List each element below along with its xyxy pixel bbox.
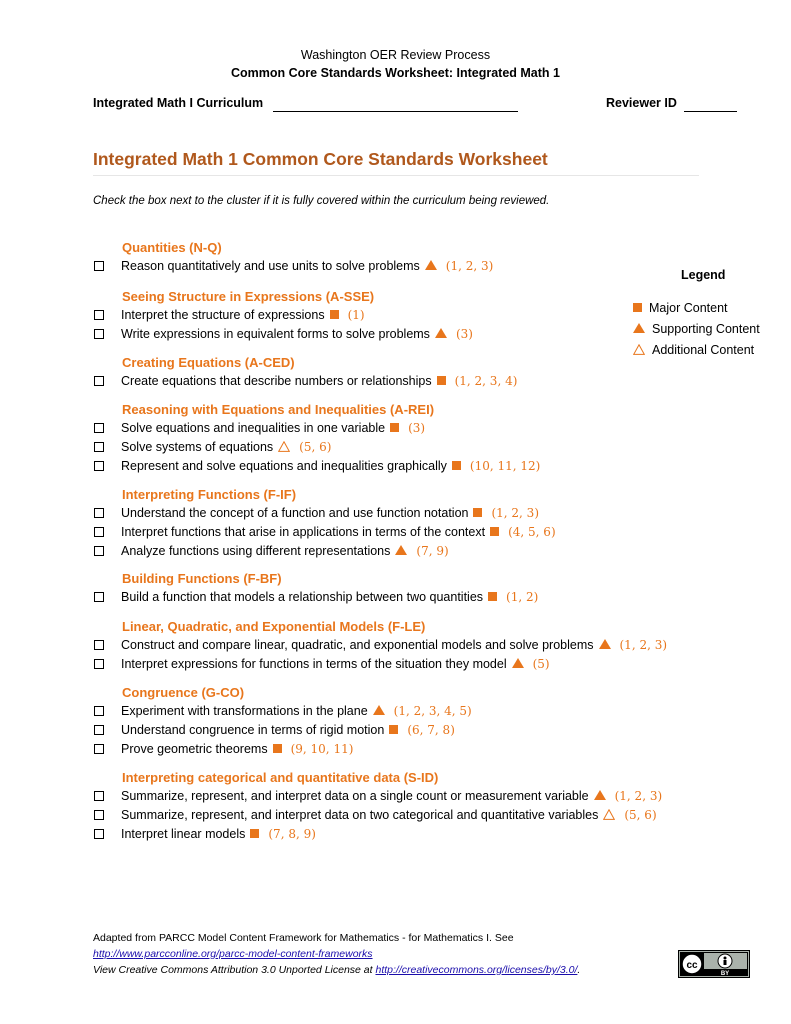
standard-text: Interpret expressions for functions in terms of the situation they model: [121, 657, 507, 671]
standard-text: Build a function that models a relationship between two quantities: [121, 590, 484, 604]
standard-checkbox[interactable]: [94, 423, 104, 433]
standard-checkbox[interactable]: [94, 461, 104, 471]
standard-text: Analyze functions using different representations: [121, 544, 391, 558]
reviewer-label: Reviewer ID: [606, 96, 677, 110]
standard-numbers: (7, 8, 9): [268, 827, 316, 841]
standard-row: [94, 420, 425, 436]
standard-numbers: (1, 2, 3, 4): [454, 374, 518, 388]
standard-numbers: (1): [347, 308, 365, 322]
square-icon: [633, 303, 642, 312]
standard-row: [94, 589, 538, 605]
standard-row: [94, 307, 365, 323]
legend-label: Additional Content: [652, 343, 755, 357]
standard-text: Prove geometric theorems: [121, 742, 268, 756]
standard-checkbox[interactable]: [94, 744, 104, 754]
standard-numbers: (1, 2): [506, 590, 539, 604]
standard-row: [94, 741, 353, 757]
cluster-title: Quantities (N-Q): [122, 240, 222, 255]
square-icon: [273, 744, 282, 753]
square-icon: [250, 829, 259, 838]
standard-checkbox[interactable]: [94, 659, 104, 669]
square-icon: [490, 527, 499, 536]
standard-numbers: (1, 2, 3): [491, 506, 539, 520]
standard-row: [94, 458, 540, 474]
standard-checkbox[interactable]: [94, 261, 104, 271]
standard-row: [94, 703, 472, 719]
standard-checkbox[interactable]: [94, 706, 104, 716]
standard-text: Write expressions in equivalent forms to solve problems: [121, 327, 430, 341]
cluster-title: Reasoning with Equations and Inequalities (A-REI): [122, 402, 435, 417]
triangle-icon: [373, 705, 385, 715]
reviewer-id-field[interactable]: [684, 111, 737, 112]
triangle-icon: [633, 323, 645, 333]
square-icon: [473, 508, 482, 517]
square-icon: [389, 725, 398, 734]
standard-numbers: (3): [455, 327, 473, 341]
standard-numbers: (5, 6): [624, 808, 657, 822]
cluster-title: Interpreting categorical and quantitative data (S-ID): [122, 770, 439, 785]
cluster-title: Interpreting Functions (F-IF): [122, 487, 297, 502]
license-suffix: .: [577, 964, 581, 976]
standard-text: Solve equations and inequalities in one variable: [121, 421, 386, 435]
standard-text: Create equations that describe numbers or relationships: [121, 374, 432, 388]
standard-row: [94, 258, 493, 274]
curriculum-field[interactable]: [273, 111, 518, 112]
standard-text: Construct and compare linear, quadratic, and exponential models and solve problems: [121, 638, 594, 652]
standard-row: [94, 543, 449, 559]
standard-text: Interpret the structure of expressions: [121, 308, 325, 322]
standard-numbers: (1, 2, 3): [619, 638, 668, 652]
triangle-icon: [594, 790, 606, 800]
cluster-title: Creating Equations (A-CED): [122, 355, 295, 370]
legend-label: Major Content: [649, 301, 728, 315]
standard-text: Summarize, represent, and interpret data on two categorical and quantitative variables: [121, 808, 599, 822]
cc-by-badge: [678, 950, 750, 978]
standard-checkbox[interactable]: [94, 791, 104, 801]
cluster-title: Building Functions (F-BF): [122, 571, 282, 586]
standard-checkbox[interactable]: [94, 508, 104, 518]
cc-license-link[interactable]: http://creativecommons.org/licenses/by/3.0/: [375, 964, 578, 976]
standard-numbers: (7, 9): [416, 544, 449, 558]
square-icon: [437, 376, 446, 385]
triangle-icon: [425, 260, 437, 270]
standard-checkbox[interactable]: [94, 329, 104, 339]
page-title: Integrated Math 1 Common Core Standards Worksheet: [93, 149, 548, 169]
square-icon: [330, 310, 339, 319]
square-icon: [488, 592, 497, 601]
parcc-link[interactable]: http://www.parcconline.org/parcc-model-content-frameworks: [93, 948, 373, 960]
triangle-icon: [435, 328, 447, 338]
square-icon: [452, 461, 461, 470]
header-line-2: Common Core Standards Worksheet: Integrated Math 1: [231, 66, 560, 80]
standard-checkbox[interactable]: [94, 546, 104, 556]
square-icon: [390, 423, 399, 432]
triangle-outline-icon: [278, 441, 290, 452]
standard-text: Understand the concept of a function and use function notation: [121, 506, 469, 520]
footer-link-parcc[interactable]: [93, 948, 373, 960]
standard-checkbox[interactable]: [94, 442, 104, 452]
instructions: Check the box next to the cluster if it is fully covered within the curriculum being reviewed.: [93, 195, 550, 207]
standard-row: [94, 439, 331, 455]
legend-item-major: [633, 301, 728, 315]
cluster-title: Linear, Quadratic, and Exponential Models (F-LE): [122, 619, 426, 634]
curriculum-label: Integrated Math I Curriculum: [93, 96, 264, 110]
footer-license-line: [93, 964, 580, 976]
standard-checkbox[interactable]: [94, 725, 104, 735]
standard-row: [94, 373, 517, 389]
standard-row: [94, 788, 662, 804]
legend-item-supporting: [633, 322, 760, 336]
standard-checkbox[interactable]: [94, 810, 104, 820]
standard-row: [94, 524, 556, 540]
standard-numbers: (9, 10, 11): [290, 742, 354, 756]
header-line-1: Washington OER Review Process: [300, 48, 491, 62]
standard-text: Understand congruence in terms of rigid motion: [121, 723, 385, 737]
standard-numbers: (1, 2, 3, 4, 5): [393, 704, 472, 718]
title-divider: [93, 175, 699, 176]
standard-row: [94, 826, 316, 842]
cc-badge-text: BY: [720, 971, 730, 977]
triangle-outline-icon: [633, 344, 645, 355]
standard-text: Interpret linear models: [121, 827, 246, 841]
triangle-icon: [395, 545, 407, 555]
triangle-outline-icon: [603, 809, 615, 820]
standard-text: Solve systems of equations: [121, 440, 274, 454]
standard-text: Experiment with transformations in the plane: [121, 704, 368, 718]
standard-numbers: (1, 2, 3): [614, 789, 663, 803]
standard-row: [94, 637, 667, 653]
legend-item-additional: [633, 343, 754, 357]
standard-checkbox[interactable]: [94, 592, 104, 602]
standard-row: [94, 656, 550, 672]
standard-numbers: (10, 11, 12): [469, 459, 541, 473]
legend-title: Legend: [681, 268, 726, 282]
standard-numbers: (6, 7, 8): [407, 723, 455, 737]
license-prefix: View Creative Commons Attribution 3.0 Unported License at: [93, 964, 376, 976]
standard-numbers: (1, 2, 3): [445, 259, 494, 273]
standard-checkbox[interactable]: [94, 829, 104, 839]
legend-label: Supporting Content: [652, 322, 760, 336]
cluster-title: Seeing Structure in Expressions (A-SSE): [122, 289, 375, 304]
standard-checkbox[interactable]: [94, 376, 104, 386]
standard-checkbox[interactable]: [94, 640, 104, 650]
footer-line-1: Adapted from PARCC Model Content Framework for Mathematics - for Mathematics I. See: [93, 932, 514, 944]
triangle-icon: [512, 658, 524, 668]
standard-text: Interpret functions that arise in applications in terms of the context: [121, 525, 486, 539]
standard-text: Represent and solve equations and inequalities graphically: [121, 459, 447, 473]
standard-numbers: (4, 5, 6): [508, 525, 556, 539]
standard-checkbox[interactable]: [94, 310, 104, 320]
standard-numbers: (5, 6): [299, 440, 332, 454]
standard-text: Summarize, represent, and interpret data on a single count or measurement variable: [121, 789, 589, 803]
standard-numbers: (5): [532, 657, 550, 671]
standard-row: [94, 326, 473, 342]
standard-row: [94, 722, 455, 738]
cluster-title: Congruence (G-CO): [122, 685, 245, 700]
standard-row: [94, 505, 539, 521]
standard-checkbox[interactable]: [94, 527, 104, 537]
standard-numbers: (3): [408, 421, 426, 435]
triangle-icon: [599, 639, 611, 649]
standard-text: Reason quantitatively and use units to solve problems: [121, 259, 420, 273]
svg-text:cc: cc: [686, 960, 698, 971]
standard-row: [94, 807, 657, 823]
